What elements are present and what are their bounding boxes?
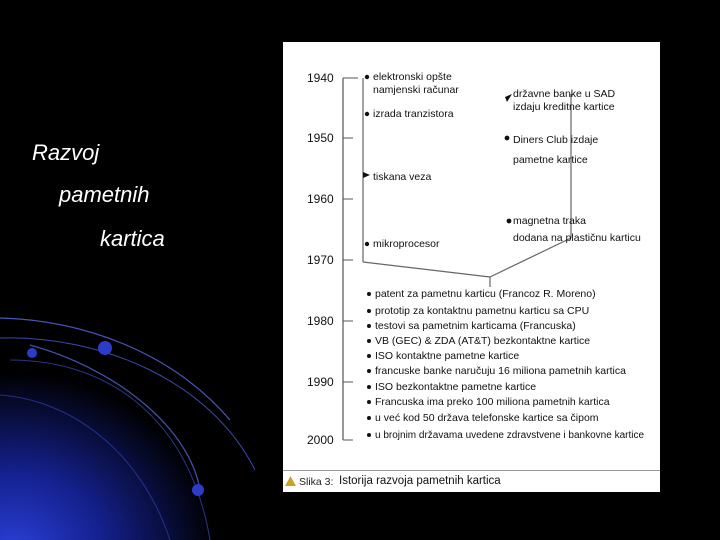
- caption-text: Istorija razvoja pametnih kartica: [339, 475, 501, 487]
- bottom-event: testovi sa pametnim karticama (Francuska): [375, 320, 576, 332]
- year-label: 1980: [307, 314, 334, 328]
- year-label: 1940: [307, 71, 334, 85]
- right-event: Diners Club izdaje pametne kartice: [513, 134, 599, 166]
- left-event: mikroprocesor: [373, 238, 440, 250]
- bottom-event: francuske banke naručuju 16 miliona pametnih kartica: [375, 365, 626, 377]
- left-event: izrada tranzistora: [373, 108, 454, 120]
- slide-title-line-2: pametnih: [59, 182, 150, 207]
- right-event: magnetna traka dodana na plastičnu karticu: [513, 215, 641, 244]
- year-label: 1960: [307, 192, 334, 206]
- bottom-event: ISO kontaktne pametne kartice: [375, 350, 520, 362]
- year-label: 1950: [307, 131, 334, 145]
- decor-dot: [192, 484, 204, 496]
- left-event: elektronski opšte namjenski računar: [373, 71, 459, 96]
- timeline-figure: [283, 42, 660, 492]
- year-label: 1990: [307, 375, 334, 389]
- year-label: 1970: [307, 253, 334, 267]
- slide-title-line-1: Razvoj: [32, 140, 100, 165]
- decor-dot: [98, 341, 112, 355]
- bottom-event: VB (GEC) & ZDA (AT&T) bezkontaktne kartice: [375, 335, 591, 347]
- year-label: 2000: [307, 433, 334, 447]
- bottom-event: prototip za kontaktnu pametnu karticu sa CPU: [375, 305, 590, 317]
- bottom-event: Francuska ima preko 100 miliona pametnih kartica: [375, 396, 610, 408]
- caption-label: Slika 3:: [299, 476, 334, 488]
- right-event: državne banke u SAD izdaju kreditne kartice: [513, 88, 616, 113]
- bottom-event: u brojnim državama uvedene zdravstvene i bankovne kartice: [375, 430, 645, 441]
- warning-icon: [285, 476, 296, 486]
- bottom-event: u već kod 50 država telefonske kartice sa čipom: [375, 412, 599, 424]
- figure-caption: [283, 470, 660, 493]
- bottom-event: ISO bezkontaktne pametne kartice: [375, 381, 537, 393]
- bottom-event: patent za pametnu karticu (Francoz R. Moreno): [375, 288, 596, 300]
- slide-title-line-3: kartica: [100, 226, 165, 251]
- decor-dot: [27, 348, 37, 358]
- left-event: tiskana veza: [373, 171, 432, 183]
